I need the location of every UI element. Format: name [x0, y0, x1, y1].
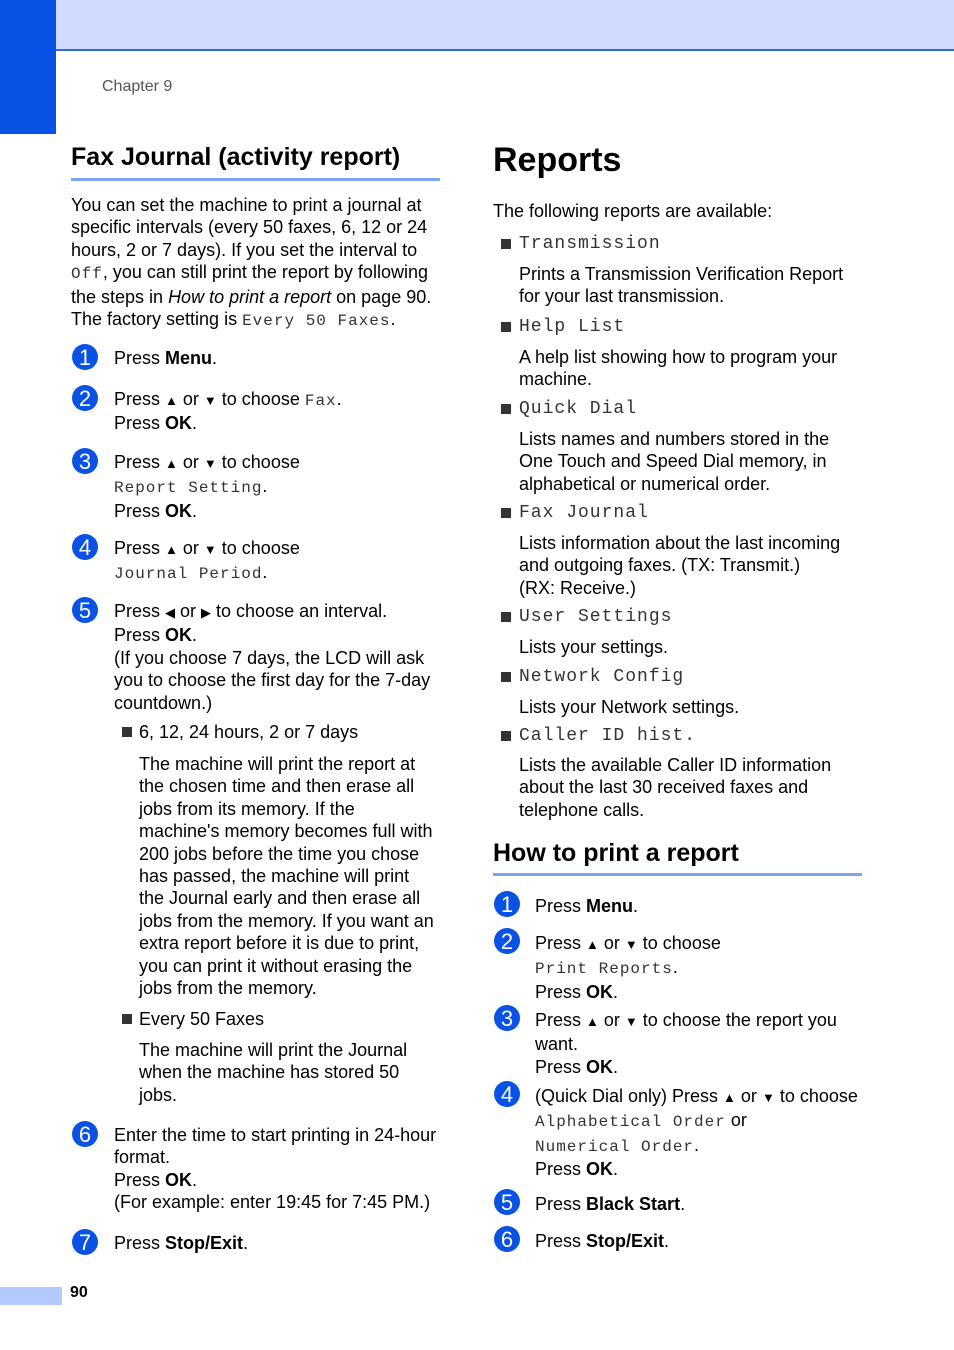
- bullet-icon: [501, 239, 511, 249]
- chapter-label: Chapter 9: [102, 78, 173, 95]
- step-number-icon: 4: [72, 534, 98, 560]
- text: .: [613, 981, 619, 1002]
- text: Press: [114, 413, 166, 434]
- text-line: Enter the time to start printing in 24-hour: [114, 1125, 437, 1145]
- up-arrow-icon: ▲: [165, 542, 178, 557]
- step-number-icon: 1: [494, 891, 520, 917]
- description-line: machine's memory becomes full with: [139, 821, 433, 842]
- description-line: extra report before it is due to print,: [139, 933, 420, 954]
- mono-term: Numerical Order: [535, 1137, 695, 1156]
- key-name: OK: [586, 981, 614, 1002]
- description-line: telephone calls.: [519, 799, 645, 820]
- description-line: Lists information about the last incoming: [519, 533, 841, 553]
- text: .: [192, 1169, 198, 1190]
- description-line: Lists the available Caller ID information: [519, 755, 832, 775]
- up-arrow-icon: ▲: [165, 456, 178, 471]
- bullet-icon: [501, 672, 511, 682]
- description-line: for your last transmission.: [519, 286, 725, 307]
- text: to choose: [216, 389, 305, 409]
- step-text: [114, 451, 444, 522]
- report-description: [519, 263, 869, 308]
- option-label: Every 50 Faxes: [139, 1009, 265, 1029]
- report-name: Help List: [519, 317, 626, 337]
- key-name: OK: [165, 500, 193, 521]
- text: .: [694, 1134, 700, 1155]
- text: Press: [535, 981, 587, 1002]
- step-text: [535, 1193, 865, 1215]
- description-line: the chosen time and then erase all: [139, 776, 415, 797]
- text-line: format.: [114, 1147, 171, 1168]
- text: to choose: [774, 1086, 858, 1106]
- step-number-icon: 6: [494, 1226, 520, 1252]
- text: Press: [114, 625, 166, 646]
- text: the steps in: [71, 286, 169, 307]
- description-line: when the machine has stored 50: [139, 1062, 400, 1083]
- step-number-icon: 2: [494, 928, 520, 954]
- mono-term: Fax: [304, 392, 337, 410]
- text: .: [262, 562, 268, 583]
- text: Press: [114, 601, 166, 621]
- step-text: [114, 1232, 444, 1254]
- option-description: [139, 1039, 444, 1106]
- text: Press: [535, 1159, 587, 1180]
- report-name: Caller ID hist.: [519, 726, 697, 746]
- key-name: OK: [165, 413, 193, 434]
- description-line: you can print it without erasing the: [139, 955, 413, 976]
- footer-band: [0, 1287, 62, 1305]
- step-text: [114, 347, 444, 369]
- step-text: [535, 1085, 875, 1181]
- step-text: [535, 932, 865, 1003]
- bullet-icon: [501, 322, 511, 332]
- text: to choose: [637, 933, 721, 953]
- text: to choose: [216, 538, 300, 558]
- text: .: [390, 309, 396, 330]
- step-number-icon: 1: [72, 344, 98, 370]
- key-name: OK: [165, 625, 193, 646]
- step-number-icon: 6: [72, 1121, 98, 1147]
- description-line: 200 jobs before the time you chose: [139, 843, 420, 864]
- text-line: (For example: enter 19:45 for 7:45 PM.): [114, 1192, 431, 1213]
- text: Press: [535, 1056, 587, 1077]
- cross-reference-link[interactable]: How to print a report: [168, 286, 332, 307]
- mono-term: Journal Period: [114, 565, 263, 584]
- mono-term: Alphabetical Order: [535, 1113, 726, 1132]
- up-arrow-icon: ▲: [586, 1014, 599, 1029]
- text: Press: [114, 389, 166, 409]
- text: .: [664, 1231, 670, 1251]
- text: to choose: [216, 452, 300, 472]
- text: Press: [535, 1231, 587, 1251]
- mono-term: Every 50 Faxes: [242, 312, 391, 331]
- description-line: Lists names and numbers stored in the: [519, 429, 830, 449]
- text: .: [633, 896, 639, 916]
- text: .: [613, 1056, 619, 1077]
- down-arrow-icon: ▼: [761, 1090, 775, 1105]
- step-number-icon: 3: [494, 1005, 520, 1031]
- down-arrow-icon: ▼: [203, 542, 217, 557]
- mono-term: Off: [71, 265, 103, 284]
- up-arrow-icon: ▲: [165, 393, 178, 408]
- chapter-tab-marker: [0, 0, 56, 134]
- down-arrow-icon: ▼: [624, 937, 638, 952]
- report-description: [519, 636, 869, 658]
- header-band: [0, 0, 954, 51]
- description-line: machine.: [519, 369, 593, 390]
- step-text: [114, 388, 444, 435]
- note-line: countdown.): [114, 692, 213, 713]
- intro-line: specific intervals (every 50 faxes, 6, 12 or 24: [71, 217, 428, 238]
- step-text: [535, 1009, 870, 1078]
- step-text: [114, 537, 444, 586]
- report-name: User Settings: [519, 607, 673, 627]
- step-number-icon: 2: [72, 385, 98, 411]
- key-name: Menu: [586, 896, 634, 916]
- down-arrow-icon: ▼: [203, 393, 217, 408]
- text: Press: [114, 452, 166, 472]
- step-number-icon: 5: [72, 597, 98, 623]
- description-line: Lists your settings.: [519, 637, 669, 657]
- note-line: you to choose the first day for the 7-day: [114, 670, 431, 691]
- key-name: Stop/Exit: [165, 1233, 244, 1253]
- down-arrow-icon: ▼: [203, 456, 217, 471]
- step-text: [535, 1230, 865, 1252]
- description-line: A help list showing how to program your: [519, 347, 838, 367]
- mono-term: Print Reports: [535, 960, 673, 979]
- key-name: Menu: [165, 348, 213, 368]
- description-line: The machine will print the Journal: [139, 1040, 408, 1060]
- up-arrow-icon: ▲: [723, 1090, 736, 1105]
- text: .: [192, 500, 198, 521]
- text: The factory setting is: [71, 309, 243, 330]
- text: or: [177, 389, 204, 409]
- text: or: [175, 601, 202, 621]
- right-arrow-icon: ▶: [201, 605, 212, 620]
- text: Press: [535, 896, 587, 916]
- down-arrow-icon: ▼: [624, 1014, 638, 1029]
- text: .: [672, 957, 678, 978]
- key-name: OK: [586, 1159, 614, 1180]
- description-line: jobs.: [139, 1084, 178, 1105]
- fax-journal-heading: Fax Journal (activity report): [71, 143, 401, 171]
- key-name: OK: [586, 1056, 614, 1077]
- description-line: The machine will print the report at: [139, 754, 416, 774]
- intro-line: You can set the machine to print a journal at: [71, 195, 422, 215]
- report-description: [519, 346, 869, 391]
- description-line: jobs from the memory. If you want an: [139, 910, 434, 931]
- text: or: [735, 1086, 762, 1106]
- description-line: about the last 30 received faxes and: [519, 777, 809, 798]
- step-number-icon: 4: [494, 1081, 520, 1107]
- how-to-print-heading: How to print a report: [493, 839, 739, 867]
- text: or: [598, 1010, 625, 1030]
- text: Press: [114, 348, 166, 368]
- text: Press: [114, 1169, 166, 1190]
- text: .: [262, 476, 268, 497]
- heading-rule: [493, 873, 862, 876]
- step-number-icon: 7: [72, 1229, 98, 1255]
- report-name: Transmission: [519, 234, 661, 254]
- text: Press: [114, 1233, 166, 1253]
- bullet-icon: [501, 731, 511, 741]
- intro-line: hours, 2 or 7 days). If you set the interval to: [71, 239, 418, 260]
- report-name: Network Config: [519, 667, 685, 687]
- reports-heading: Reports: [493, 141, 622, 179]
- intro-line: [71, 308, 446, 332]
- bullet-icon: [501, 612, 511, 622]
- key-name: Stop/Exit: [586, 1231, 665, 1251]
- description-line: jobs from its memory. If the: [139, 798, 355, 819]
- text: to choose the report you: [637, 1010, 837, 1030]
- text: Press: [535, 933, 587, 953]
- step-text: [114, 1124, 454, 1214]
- step-text: [535, 895, 865, 917]
- intro-line: [71, 286, 446, 308]
- text: .: [336, 389, 342, 409]
- text: .: [243, 1233, 249, 1253]
- text: .: [680, 1194, 686, 1214]
- text: , you can still print the report by following: [102, 262, 428, 283]
- description-line: Prints a Transmission Verification Report: [519, 264, 844, 284]
- description-line: (RX: Receive.): [519, 577, 637, 598]
- fax-journal-intro: [71, 194, 446, 332]
- up-arrow-icon: ▲: [586, 937, 599, 952]
- text: Press: [114, 500, 166, 521]
- description-line: has passed, the machine will print: [139, 866, 410, 887]
- text: (Quick Dial only) Press: [535, 1086, 724, 1106]
- bullet-icon: [122, 727, 132, 737]
- description-line: the Journal early and then erase all: [139, 888, 421, 909]
- text: .: [192, 413, 198, 434]
- text: on page 90.: [331, 286, 432, 307]
- report-description: [519, 696, 869, 718]
- text: Press: [535, 1194, 587, 1214]
- report-name: Quick Dial: [519, 399, 638, 419]
- text-line: want.: [535, 1034, 579, 1055]
- text: or: [177, 538, 204, 558]
- text: or: [725, 1110, 747, 1131]
- report-description: [519, 428, 869, 495]
- bullet-icon: [122, 1014, 132, 1024]
- report-description: [519, 754, 869, 821]
- text: or: [598, 933, 625, 953]
- note-line: (If you choose 7 days, the LCD will ask: [114, 647, 425, 668]
- text: or: [177, 452, 204, 472]
- step-number-icon: 5: [494, 1189, 520, 1215]
- step-number-icon: 3: [72, 448, 98, 474]
- text: .: [192, 625, 198, 646]
- option-description: [139, 753, 444, 999]
- text: Press: [114, 538, 166, 558]
- text: .: [613, 1159, 619, 1180]
- description-line: jobs from the memory.: [139, 978, 317, 999]
- bullet-icon: [501, 404, 511, 414]
- description-line: and outgoing faxes. (TX: Transmit.): [519, 555, 801, 576]
- option-label: 6, 12, 24 hours, 2 or 7 days: [139, 722, 359, 742]
- description-line: alphabetical or numerical order.: [519, 473, 771, 494]
- mono-term: Report Setting: [114, 479, 263, 498]
- bullet-icon: [501, 508, 511, 518]
- key-name: Black Start: [586, 1194, 681, 1214]
- text: .: [212, 348, 218, 368]
- key-name: OK: [165, 1169, 193, 1190]
- reports-intro: The following reports are available:: [493, 201, 773, 221]
- report-description: [519, 532, 869, 599]
- page-number: 90: [70, 1284, 88, 1301]
- report-name: Fax Journal: [519, 503, 649, 523]
- text: to choose an interval.: [211, 601, 388, 621]
- intro-line: [71, 261, 446, 285]
- heading-rule: [71, 178, 440, 181]
- description-line: Lists your Network settings.: [519, 697, 740, 717]
- left-arrow-icon: ◀: [165, 605, 176, 620]
- step-text: [114, 600, 449, 714]
- description-line: One Touch and Speed Dial memory, in: [519, 451, 827, 472]
- text: Press: [535, 1010, 587, 1030]
